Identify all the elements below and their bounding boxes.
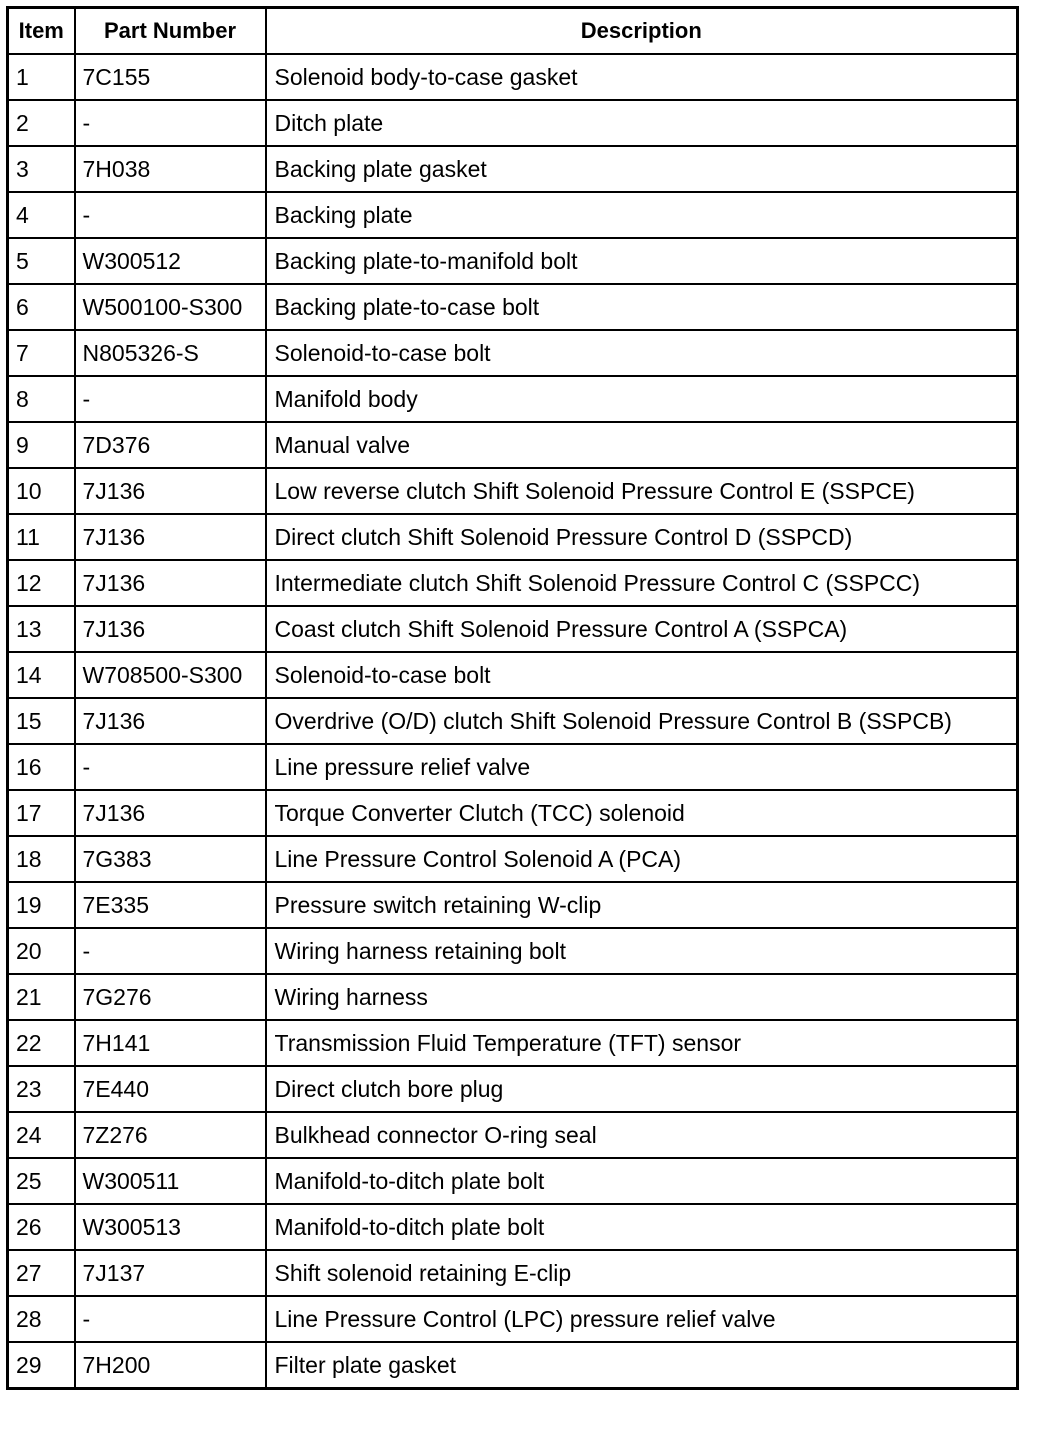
table-header (8, 8, 1018, 55)
table-row (8, 882, 1018, 928)
item-cell: 16 (8, 744, 75, 790)
item-cell: 8 (8, 376, 75, 422)
description-cell: Transmission Fluid Temperature (TFT) sensor (266, 1020, 1018, 1066)
part-number-cell: 7G383 (75, 836, 266, 882)
part-number-cell: 7E440 (75, 1066, 266, 1112)
item-cell: 21 (8, 974, 75, 1020)
table-row (8, 514, 1018, 560)
description-cell: Coast clutch Shift Solenoid Pressure Control A (SSPCA) (266, 606, 1018, 652)
part-number-cell: 7H141 (75, 1020, 266, 1066)
part-number-cell: N805326-S (75, 330, 266, 376)
header-item: Item (8, 8, 75, 55)
header-description: Description (266, 8, 1018, 55)
table-row (8, 974, 1018, 1020)
part-number-cell: 7D376 (75, 422, 266, 468)
part-number-cell: - (75, 100, 266, 146)
table-row (8, 1020, 1018, 1066)
part-number-cell: 7E335 (75, 882, 266, 928)
item-cell: 5 (8, 238, 75, 284)
description-cell: Solenoid body-to-case gasket (266, 54, 1018, 100)
part-number-cell: 7J136 (75, 514, 266, 560)
part-number-cell: 7H038 (75, 146, 266, 192)
description-cell: Shift solenoid retaining E-clip (266, 1250, 1018, 1296)
item-cell: 13 (8, 606, 75, 652)
item-cell: 22 (8, 1020, 75, 1066)
item-cell: 9 (8, 422, 75, 468)
part-number-cell: - (75, 1296, 266, 1342)
table-row (8, 1112, 1018, 1158)
header-row (8, 8, 1018, 55)
description-cell: Pressure switch retaining W-clip (266, 882, 1018, 928)
table-row (8, 1250, 1018, 1296)
description-cell: Torque Converter Clutch (TCC) solenoid (266, 790, 1018, 836)
parts-table (6, 6, 1019, 1390)
part-number-cell: 7J137 (75, 1250, 266, 1296)
item-cell: 24 (8, 1112, 75, 1158)
part-number-cell: - (75, 376, 266, 422)
table-row (8, 928, 1018, 974)
item-cell: 29 (8, 1342, 75, 1389)
part-number-cell: 7Z276 (75, 1112, 266, 1158)
table-row (8, 560, 1018, 606)
description-cell: Manifold-to-ditch plate bolt (266, 1158, 1018, 1204)
table-row (8, 100, 1018, 146)
description-cell: Backing plate-to-manifold bolt (266, 238, 1018, 284)
item-cell: 3 (8, 146, 75, 192)
description-cell: Wiring harness (266, 974, 1018, 1020)
description-cell: Backing plate (266, 192, 1018, 238)
table-row (8, 1158, 1018, 1204)
table-row (8, 606, 1018, 652)
table-row (8, 330, 1018, 376)
table-row (8, 238, 1018, 284)
table-row (8, 1066, 1018, 1112)
table-row (8, 284, 1018, 330)
item-cell: 1 (8, 54, 75, 100)
item-cell: 23 (8, 1066, 75, 1112)
table-row (8, 1204, 1018, 1250)
description-cell: Overdrive (O/D) clutch Shift Solenoid Pressure Control B (SSPCB) (266, 698, 1018, 744)
part-number-cell: - (75, 744, 266, 790)
description-cell: Filter plate gasket (266, 1342, 1018, 1389)
part-number-cell: 7J136 (75, 606, 266, 652)
table-row (8, 192, 1018, 238)
table-row (8, 1296, 1018, 1342)
item-cell: 10 (8, 468, 75, 514)
item-cell: 6 (8, 284, 75, 330)
table-row (8, 54, 1018, 100)
item-cell: 20 (8, 928, 75, 974)
description-cell: Backing plate-to-case bolt (266, 284, 1018, 330)
part-number-cell: - (75, 928, 266, 974)
description-cell: Ditch plate (266, 100, 1018, 146)
table-body (8, 54, 1018, 1389)
description-cell: Direct clutch bore plug (266, 1066, 1018, 1112)
description-cell: Solenoid-to-case bolt (266, 652, 1018, 698)
part-number-cell: - (75, 192, 266, 238)
table-row (8, 146, 1018, 192)
item-cell: 14 (8, 652, 75, 698)
item-cell: 7 (8, 330, 75, 376)
part-number-cell: 7G276 (75, 974, 266, 1020)
item-cell: 18 (8, 836, 75, 882)
item-cell: 27 (8, 1250, 75, 1296)
item-cell: 25 (8, 1158, 75, 1204)
description-cell: Line Pressure Control (LPC) pressure relief valve (266, 1296, 1018, 1342)
table-row (8, 1342, 1018, 1389)
item-cell: 28 (8, 1296, 75, 1342)
description-cell: Solenoid-to-case bolt (266, 330, 1018, 376)
table-row (8, 376, 1018, 422)
description-cell: Line pressure relief valve (266, 744, 1018, 790)
header-part-number: Part Number (75, 8, 266, 55)
part-number-cell: 7J136 (75, 790, 266, 836)
part-number-cell: W300513 (75, 1204, 266, 1250)
description-cell: Wiring harness retaining bolt (266, 928, 1018, 974)
table-row (8, 790, 1018, 836)
item-cell: 2 (8, 100, 75, 146)
item-cell: 17 (8, 790, 75, 836)
part-number-cell: 7J136 (75, 468, 266, 514)
item-cell: 26 (8, 1204, 75, 1250)
table-row (8, 698, 1018, 744)
description-cell: Manifold-to-ditch plate bolt (266, 1204, 1018, 1250)
description-cell: Manual valve (266, 422, 1018, 468)
description-cell: Line Pressure Control Solenoid A (PCA) (266, 836, 1018, 882)
part-number-cell: W300511 (75, 1158, 266, 1204)
part-number-cell: W708500-S300 (75, 652, 266, 698)
part-number-cell: 7J136 (75, 698, 266, 744)
item-cell: 15 (8, 698, 75, 744)
item-cell: 4 (8, 192, 75, 238)
table-row (8, 468, 1018, 514)
description-cell: Direct clutch Shift Solenoid Pressure Control D (SSPCD) (266, 514, 1018, 560)
description-cell: Low reverse clutch Shift Solenoid Pressure Control E (SSPCE) (266, 468, 1018, 514)
part-number-cell: W300512 (75, 238, 266, 284)
part-number-cell: W500100-S300 (75, 284, 266, 330)
table-row (8, 836, 1018, 882)
table-row (8, 422, 1018, 468)
description-cell: Intermediate clutch Shift Solenoid Pressure Control C (SSPCC) (266, 560, 1018, 606)
part-number-cell: 7C155 (75, 54, 266, 100)
table-row (8, 744, 1018, 790)
item-cell: 11 (8, 514, 75, 560)
description-cell: Bulkhead connector O-ring seal (266, 1112, 1018, 1158)
description-cell: Manifold body (266, 376, 1018, 422)
part-number-cell: 7H200 (75, 1342, 266, 1389)
description-cell: Backing plate gasket (266, 146, 1018, 192)
item-cell: 19 (8, 882, 75, 928)
part-number-cell: 7J136 (75, 560, 266, 606)
table-row (8, 652, 1018, 698)
item-cell: 12 (8, 560, 75, 606)
